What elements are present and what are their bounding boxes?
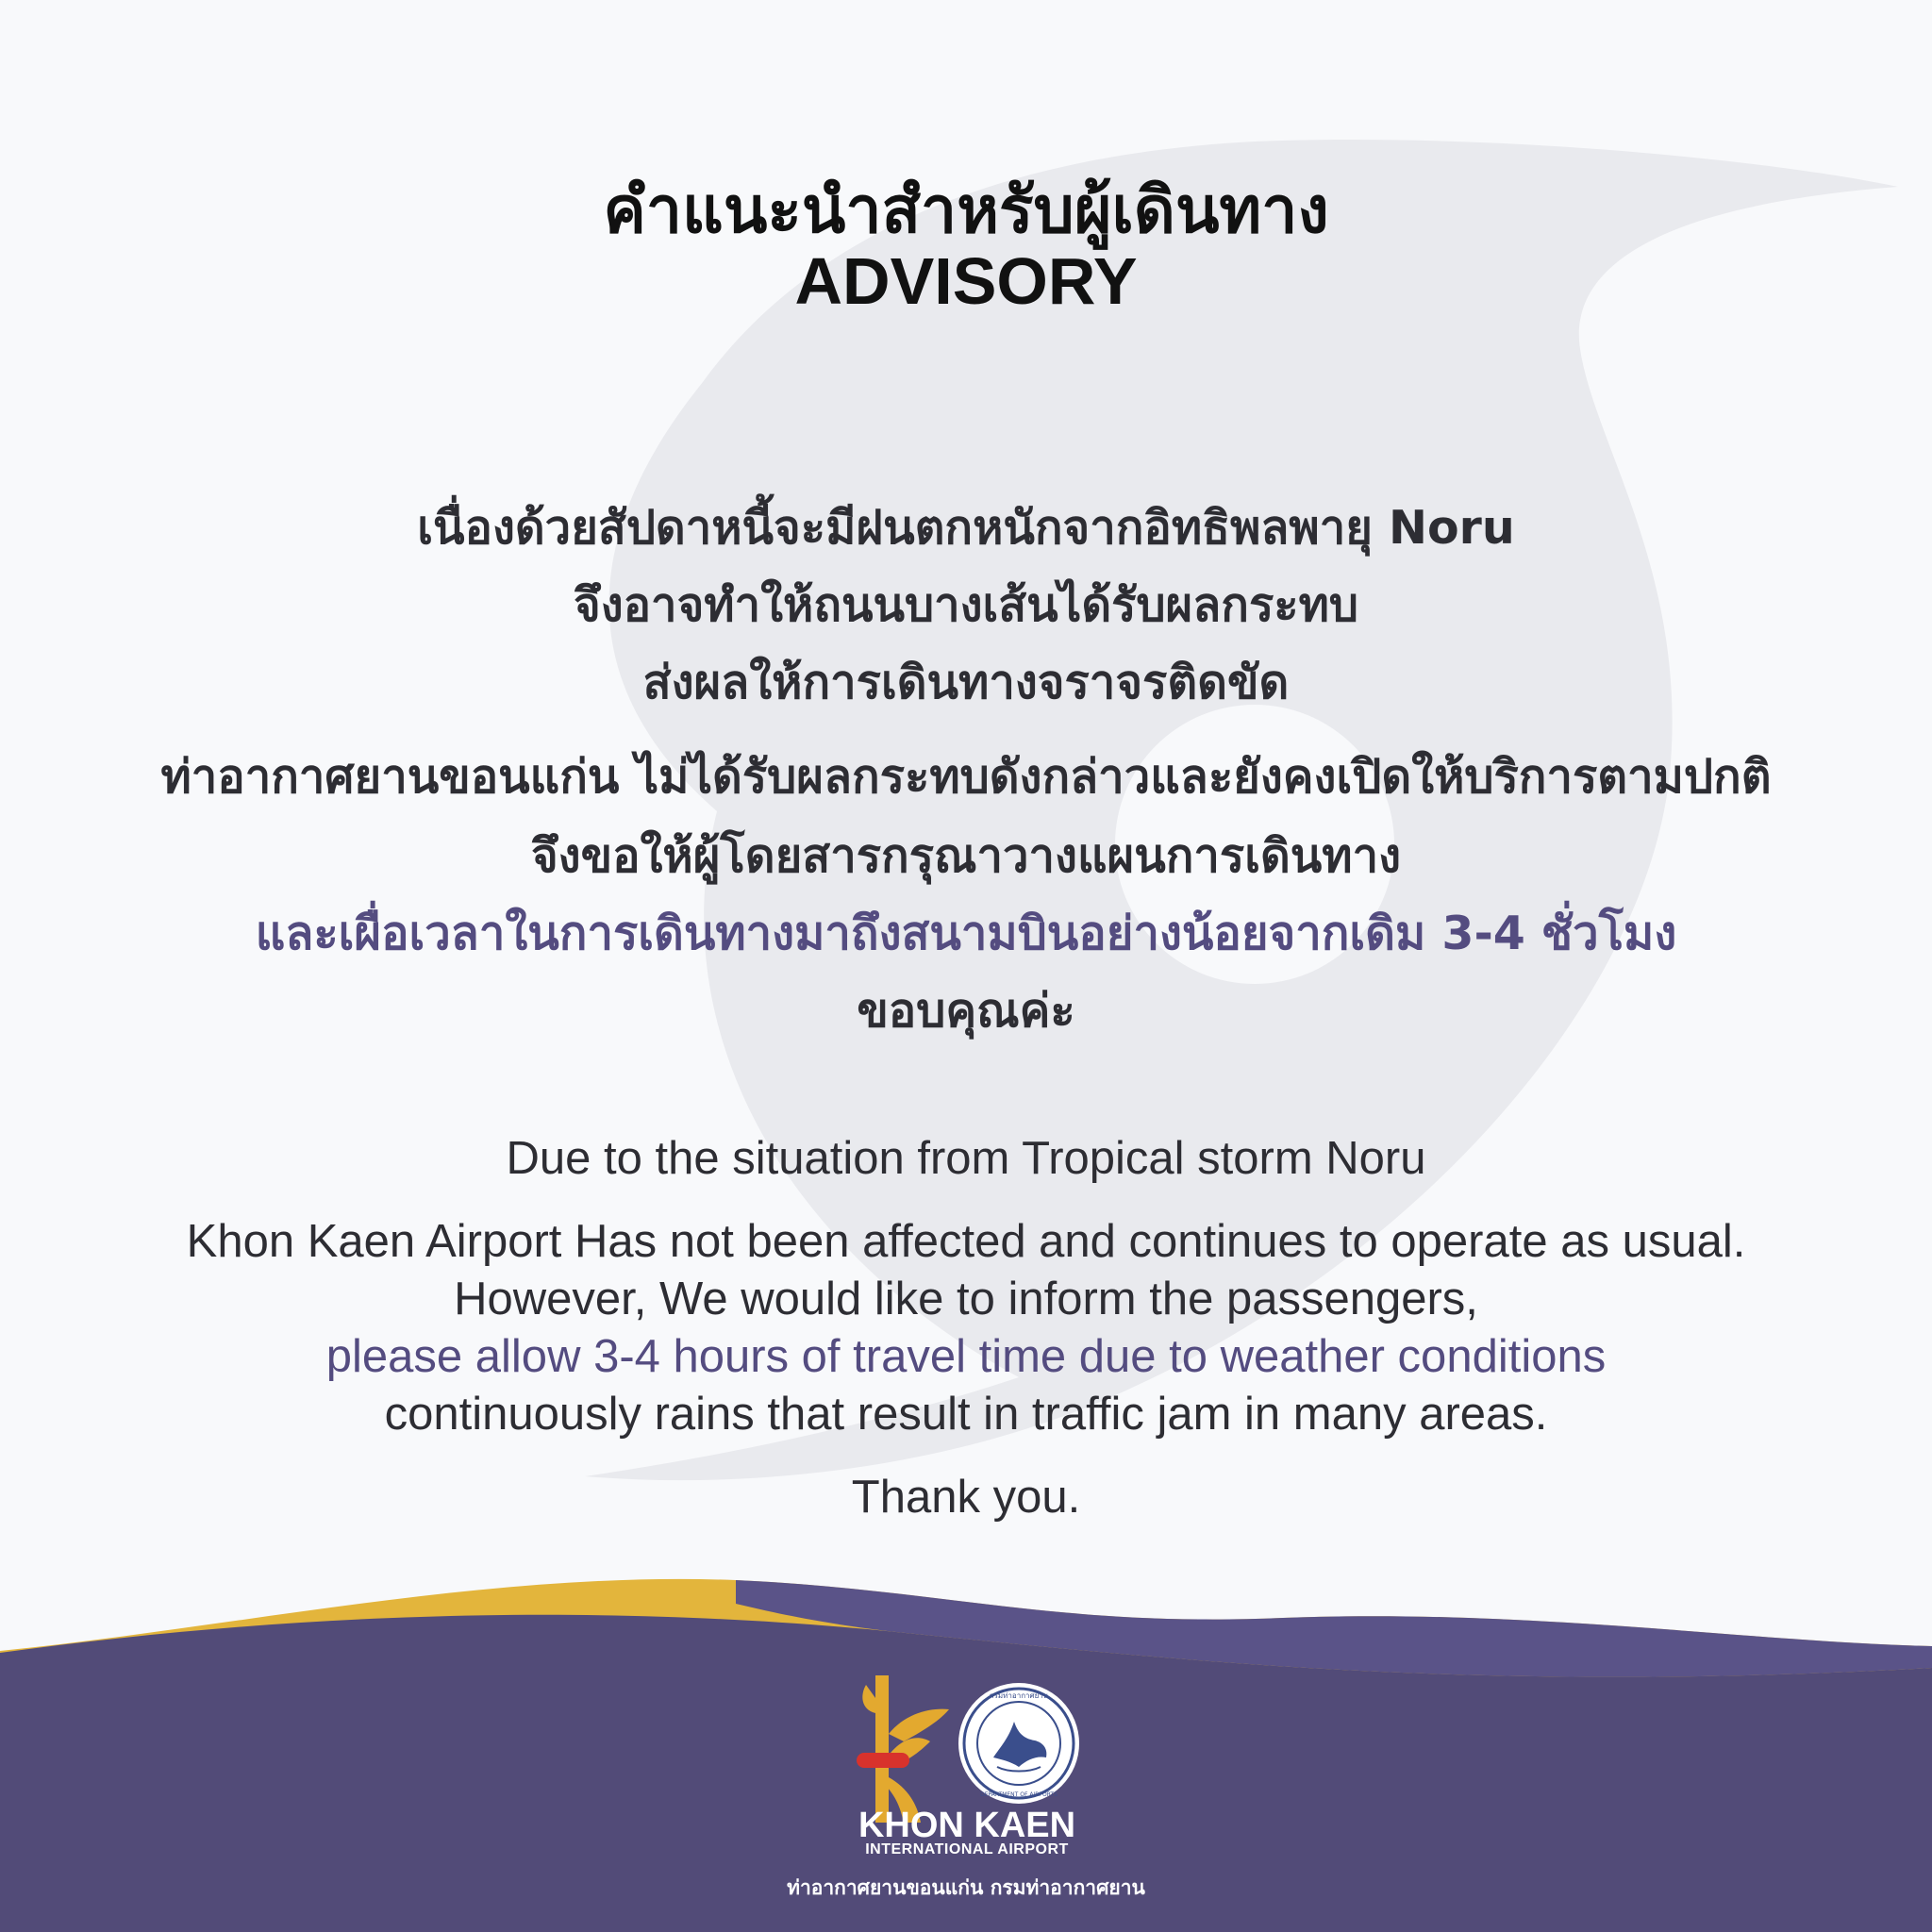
thai-line: ส่งผลให้การเดินทางจราจรติดขัด: [642, 656, 1290, 709]
thai-line: จึงขอให้ผู้โดยสารกรุณาวางแผนการเดินทาง: [530, 829, 1402, 883]
title-english: ADVISORY: [794, 244, 1138, 318]
thai-line: เนื่องด้วยสัปดาหนี้จะมีฝนตกหนักจากอิทธิพลพายุ Noru: [417, 501, 1515, 555]
english-line: Due to the situation from Tropical storm Noru: [506, 1133, 1426, 1184]
thai-line: ขอบคุณค่ะ: [857, 984, 1075, 1038]
thai-line: ท่าอากาศยานขอนแก่น ไม่ได้รับผลกระทบดังกล่าวและยังคงเปิดให้บริการตามปกติ: [160, 750, 1772, 804]
brand-name: KHON KAEN: [858, 1806, 1076, 1845]
english-line: continuously rains that result in traffic jam in many areas.: [384, 1389, 1548, 1440]
english-line: However, We would like to inform the passengers,: [454, 1274, 1478, 1324]
english-line-thanks: Thank you.: [851, 1472, 1081, 1523]
thai-line: จึงอาจทำให้ถนนบางเส้นได้รับผลกระทบ: [573, 578, 1359, 632]
english-line: Khon Kaen Airport Has not been affected and continues to operate as usual.: [186, 1216, 1746, 1267]
title-thai: คำแนะนำสำหรับผู้เดินทาง: [603, 174, 1329, 248]
seal-text-top: กรมท่าอากาศยาน: [989, 1691, 1049, 1700]
thai-line-highlight: และเผื่อเวลาในการเดินทางมาถึงสนามบินอย่างน้อยจากเดิม 3-4 ชั่วโมง: [255, 907, 1677, 960]
department-of-airports-seal-icon: [956, 1680, 1082, 1807]
english-line-highlight: please allow 3-4 hours of travel time due to weather conditions: [325, 1331, 1607, 1382]
footer-caption: ท่าอากาศยานขอนแก่น กรมท่าอากาศยาน: [787, 1876, 1145, 1899]
seal-text-bottom: DEPARTMENT OF AIRPORTS: [980, 1791, 1058, 1798]
brand-subtitle: INTERNATIONAL AIRPORT: [865, 1841, 1069, 1857]
